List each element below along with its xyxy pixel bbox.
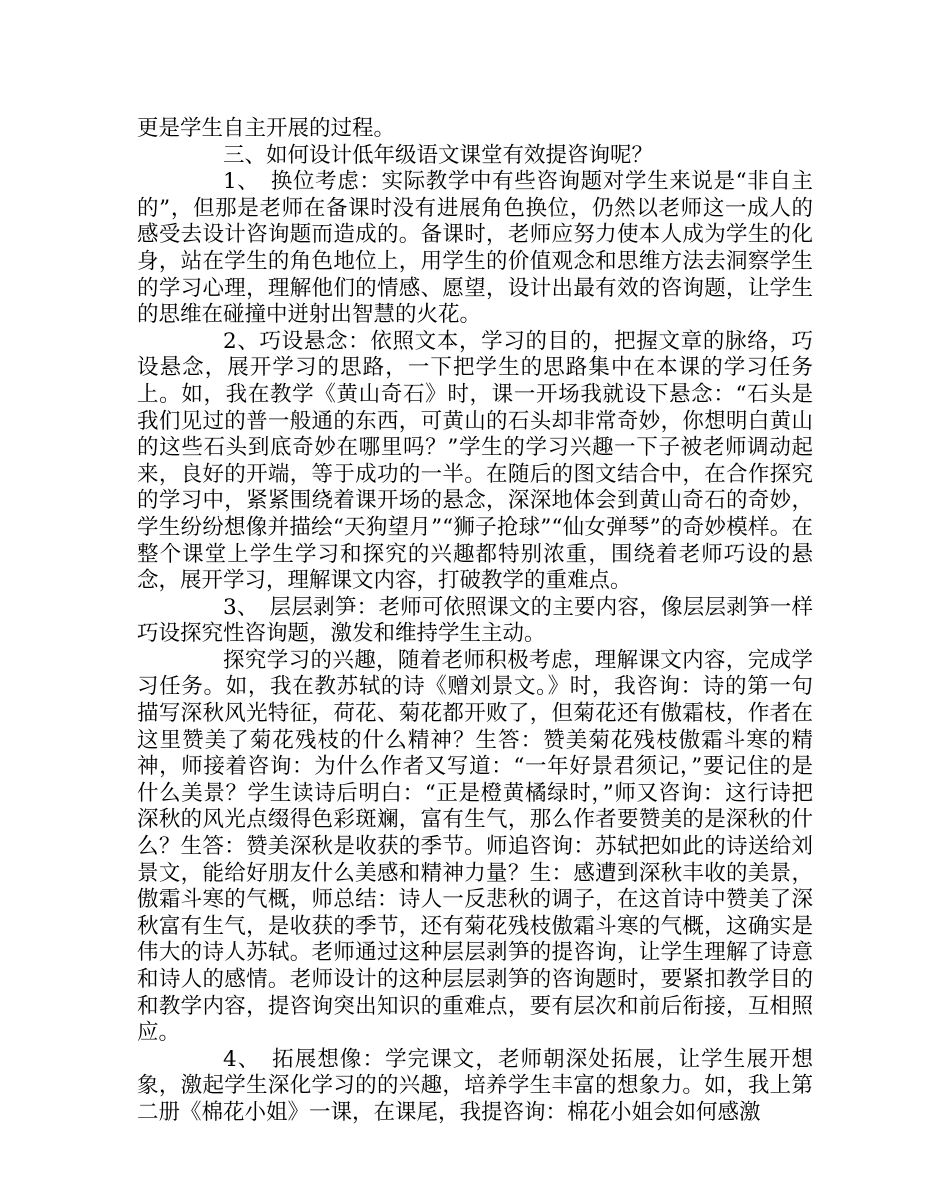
document-body [137,116,813,1127]
paragraph-point-4: 4、 拓展想像：学完课文，老师朝深处拓展，让学生展开想象，激起学生深化学习的的兴趣，培养学生丰富的想象力。如，我上第二册《棉花小姐》一课，在课尾，我提咨询：棉花小姐会如何感激 [137,1046,813,1125]
paragraph-point-3-continued: 探究学习的兴趣，随着老师积极考虑，理解课文内容，完成学习任务。如，我在教苏轼的诗《赠刘景文。》时，我咨询：诗的第一句描写深秋风光特征，荷花、菊花都开败了，但菊花还有傲霜枝，作者在这里赞美了菊花残枝的什么精神？生答：赞美菊花残枝傲霜斗寒的精神，师接着咨询：为什么作者又写道：“一年好景君须记，”要记住的是什么美景？学生读诗后明白：“正是橙黄橘绿时，”师又咨询：这行诗把深秋的风光点缀得色彩斑斓，富有生气，那么作者要赞美的是深秋的什么？生答：赞美深秋是收获的季节。师追咨询：苏轼把如此的诗送给刘景文，能给好朋友什么美感和精神力量？生：感遭到深秋丰收的美景，傲霜斗寒的气概，师总结：诗人一反悲秋的调子，在这首诗中赞美了深秋富有生气，是收获的季节，还有菊花残枝傲霜斗寒的气概，这确实是伟大的诗人苏轼。老师通过这种层层剥笋的提咨询，让学生理解了诗意和诗人的感情。老师设计的这种层层剥笋的咨询题时，要紧扣教学目的和教学内容，提咨询突出知识的重难点，要有层次和前后衔接，互相照应。 [137,647,813,1046]
paragraph-point-3: 3、 层层剥笋：老师可依照课文的主要内容，像层层剥笋一样巧设探究性咨询题，激发和维持学生主动。 [137,594,813,647]
paragraph-point-2: 2、巧设悬念：依照文本，学习的目的，把握文章的脉络，巧设悬念，展开学习的思路，一下把学生的思路集中在本课的学习任务上。如，我在教学《黄山奇石》时，课一开场我就设下悬念：“石头是我们见过的普一般通的东西，可黄山的石头却非常奇妙，你想明白黄山的这些石头到底奇妙在哪里吗？”学生的学习兴趣一下子被老师调动起来，良好的开端，等于成功的一半。在随后的图文结合中，在合作探究的学习中，紧紧围绕着课开场的悬念，深深地体会到黄山奇石的奇妙，学生纷纷想像并描绘“天狗望月”“狮子抢球”“仙女弹琴”的奇妙模样。在整个课堂上学生学习和探究的兴趣都特别浓重，围绕着老师巧设的悬念，展开学习，理解课文内容，打破教学的重难点。 [137,328,813,594]
paragraph-continuation: 更是学生自主开展的过程。 [137,116,396,141]
paragraph-point-1: 1、 换位考虑：实际教学中有些咨询题对学生来说是“非自主的”，但那是老师在备课时没有进展角色换位，仍然以老师这一成人的感受去设计咨询题而造成的。备课时，老师应努力使本人成为学生的化身，站在学生的角色地位上，用学生的价值观念和思维方法去洞察学生的学习心理，理解他们的情感、愿望，设计出最有效的咨询题，让学生的思维在碰撞中迸射出智慧的火花。 [137,169,813,328]
section-heading-3: 三、如何设计低年级语文课堂有效提咨询呢？ [223,142,654,168]
